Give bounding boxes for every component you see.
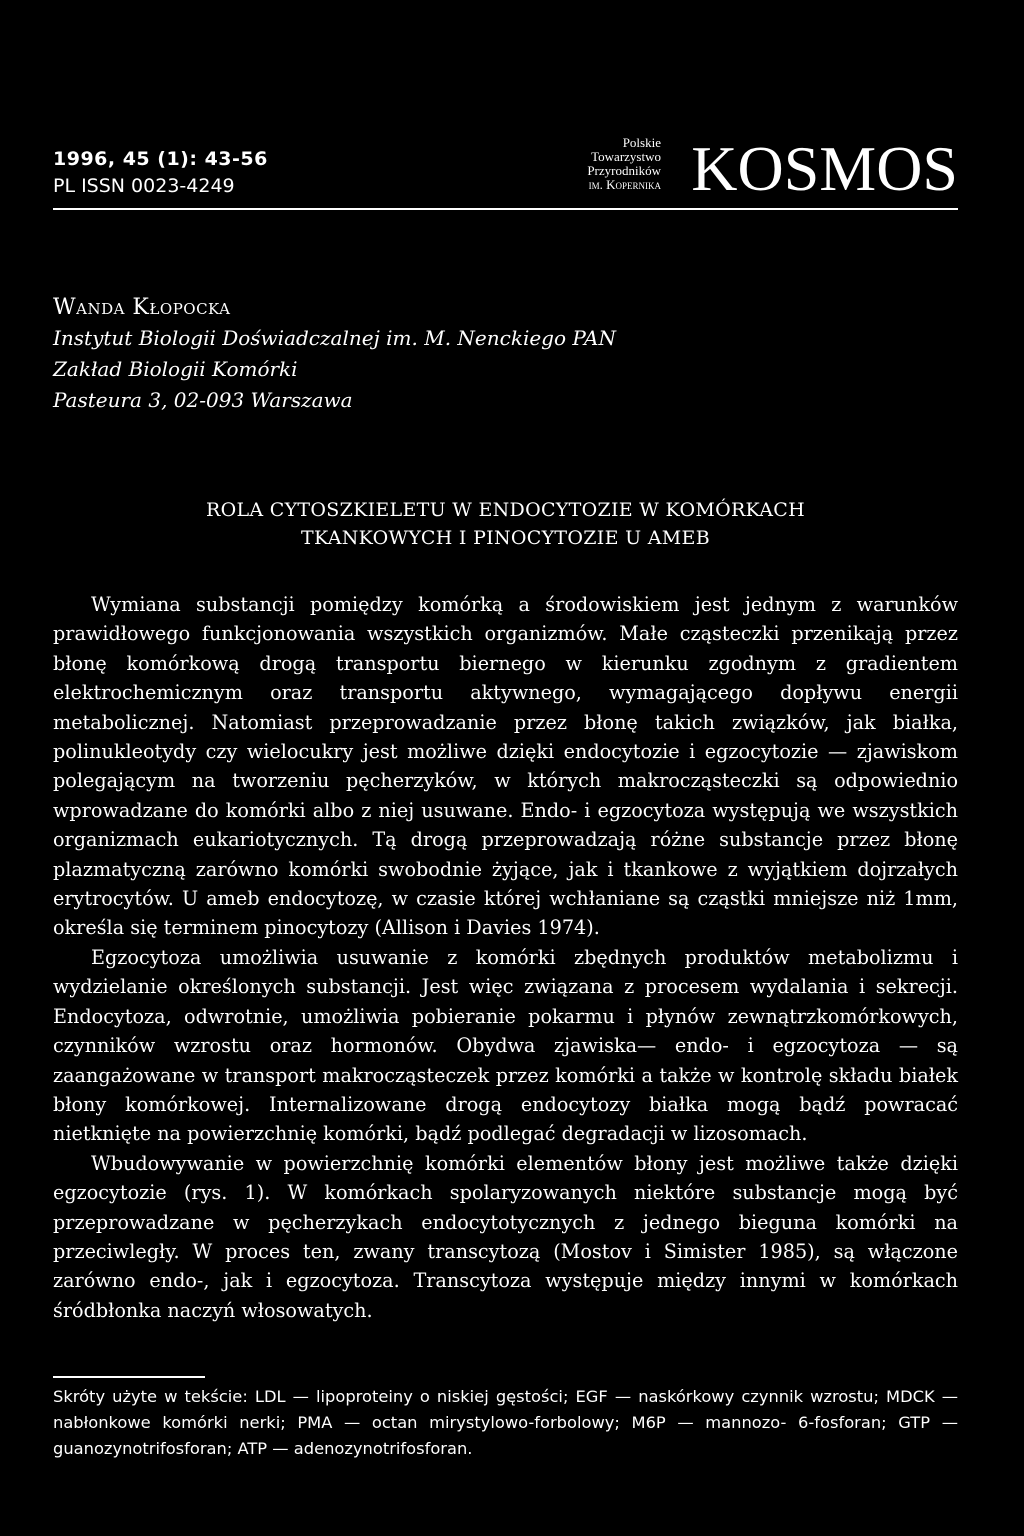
article-title: [53, 496, 958, 552]
society-name: [537, 136, 661, 192]
society-line: Polskie: [622, 135, 661, 150]
title-line: ROLA CYTOSZKIELETU W ENDOCYTOZIE W KOMÓRKACH: [205, 499, 806, 521]
issn: PL ISSN 0023-4249: [53, 175, 235, 197]
affiliation-line: Pasteura 3, 02-093 Warszawa: [53, 388, 353, 412]
journal-title: KOSMOS: [691, 133, 958, 204]
author-name: Wanda Kłopocka: [53, 295, 231, 320]
body-paragraph: Wymiana substancji pomiędzy komórką a środowiskiem jest jednym z warunków prawidłowego funkcjonowania wszystkich organizmów. Małe cząsteczki przenikają przez błonę komórkową drogą transportu biernego w kierunku zgodnym z gradientem elektrochemicznym oraz transportu aktywnego, wymagającego dopływu energii metabolicznej. Natomiast przeprowadzanie przez błonę takich związków, jak białka, polinukleotydy czy wielocukry jest możliwe dzięki endocytozie i egzocytozie — zjawiskom polegającym na tworzeniu pęcherzyków, w których makrocząsteczki są odpowiednio wprowadzane do komórki albo z niej usuwane. Endo- i egzocytoza występują we wszystkich organizmach eukariotycznych. Tą drogą przeprowadzają różne substancje przez błonę plazmatyczną zarówno komórki swobodnie żyjące, jak i tkankowe z wyjątkiem dojrzałych erytrocytów. U ameb endocytozę, w czasie której wchłaniane są cząstki mniejsze niż 1mm, określa się terminem pinocytozy (Allison i Davies 1974).: [53, 593, 958, 940]
citation: 1996, 45 (1): 43-56: [53, 148, 268, 170]
society-line: Towarzystwo: [591, 149, 661, 164]
journal-header: [53, 133, 958, 208]
author-block: [53, 292, 616, 416]
affiliation-line: Instytut Biologii Doświadczalnej im. M. Nenckiego PAN: [53, 326, 616, 350]
footnote-rule: [53, 1376, 205, 1378]
body-paragraph: Wbudowywanie w powierzchnię komórki elementów błony jest możliwe także dzięki egzocytozie (rys. 1). W komórkach spolaryzowanych niektóre substancje mogą być przeprowadzane w pęcherzykach endocytotycznych z jednego bieguna komórki na przeciwległy. W proces ten, zwany transcytozą (Mostov i Simister 1985), są włączone zarówno endo-, jak i egzocytoza. Transcytoza występuje między innymi w komórkach śródbłonka naczyń włosowatych.: [53, 1151, 958, 1322]
body-paragraph: Egzocytoza umożliwia usuwanie z komórki zbędnych produktów metabolizmu i wydzielanie określonych substancji. Jest więc związana z procesem wydalania i sekrecji. Endocytoza, odwrotnie, umożliwia pobieranie pokarmu i płynów zewnątrzkomórkowych, czynników wzrostu oraz hormonów. Obydwa zjawiska— endo- i egzocytoza — są zaangażowane w transport makrocząsteczek przez komórki a także w kontrolę składu białek błony komórkowej. Internalizowane drogą endocytozy białka mogą bądź powracać nietknięte na powierzchnię komórki, bądź podlegać degradacji w lizosomach.: [53, 945, 958, 1146]
society-line: im. Kopernika: [588, 177, 661, 192]
society-line: Przyrodników: [587, 163, 661, 178]
citation-block: [53, 146, 268, 200]
title-line: TKANKOWYCH I PINOCYTOZIE U AMEB: [301, 527, 710, 549]
affiliation-line: Zakład Biologii Komórki: [53, 357, 298, 381]
footnote: Skróty użyte w tekście: LDL — lipoproteiny o niskiej gęstości; EGF — naskórkowy czynnik wzrostu; MDCK — nabłonkowe komórki nerki; PMA — octan mirystylowo-forbolowy; M6P — mannozo- 6-fosforan; GTP — guanozynotrifosforan; ATP — adenozynotrifosforan.: [53, 1387, 958, 1458]
header-rule: [53, 208, 958, 210]
article-body: [53, 590, 958, 1325]
